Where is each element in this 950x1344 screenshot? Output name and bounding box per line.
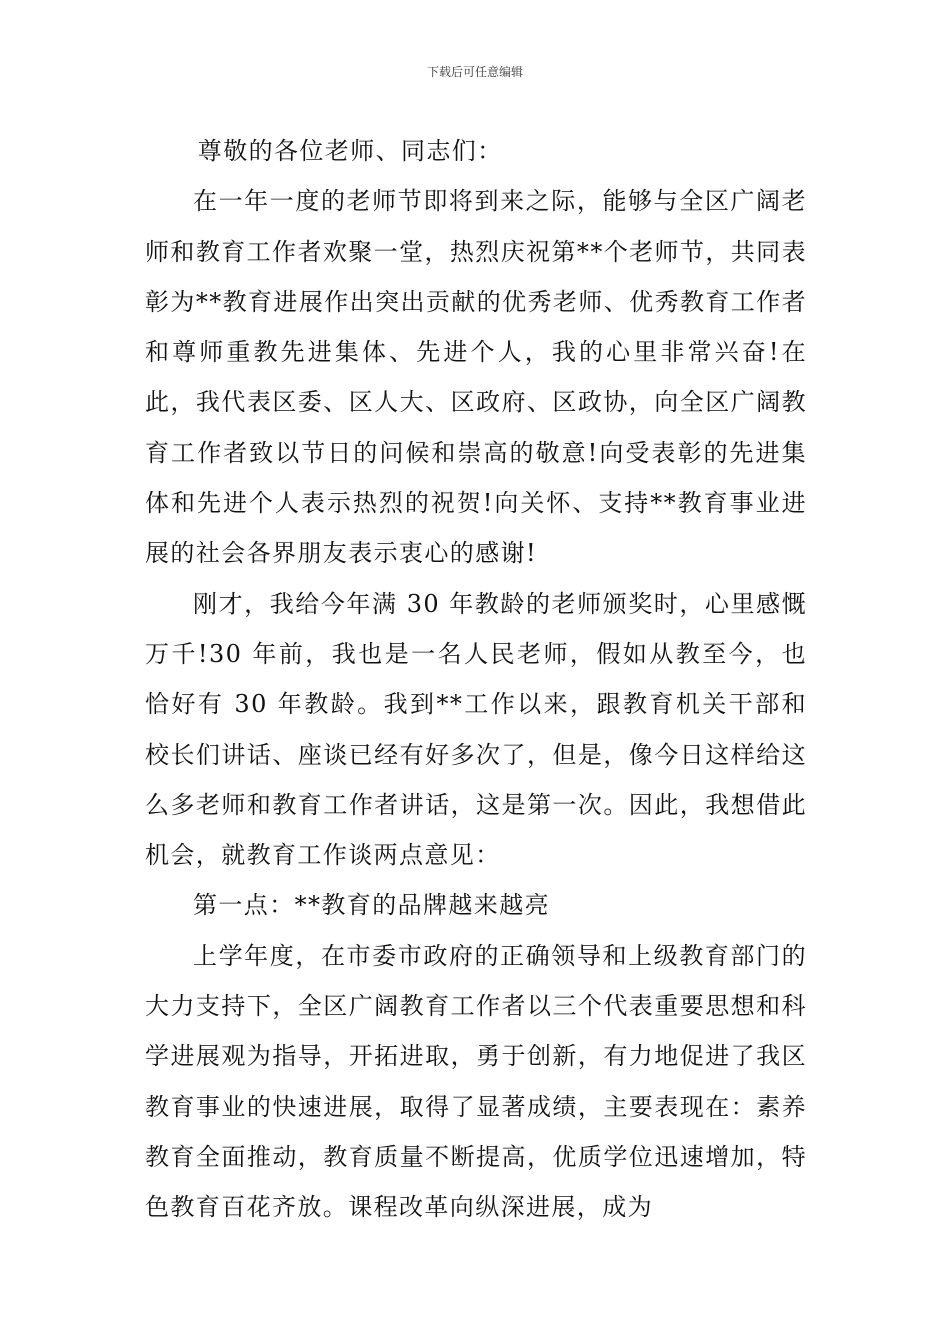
paragraph-achievements: 上学年度，在市委市政府的正确领导和上级教育部门的大力支持下，全区广阔教育工作者以三个代表重要思想和科学进展观为指导，开拓进取，勇于创新，有力地促进了我区教育事业的快速进展，取得了显著成绩，主要表现在：素养教育全面推动，教育质量不断提高，优质学位迅速增加，特色教育百花齐放。课程改革向纵深进展，成为 [145,941,807,1222]
paragraph-thirty-years: 刚才，我给今年满 30 年教龄的老师颁奖时，心里感慨万千!30 年前，我也是一名人民老师，假如从教至今，也恰好有 30 年教龄。我到**工作以来，跟教育机关干部和校长们讲话、座谈已经有好多次了，但是，像今日这样给这么多老师和教育工作者讲话，这是第一次。因此，我想借此机会，就教育工作谈两点意见： [145,589,807,870]
document-body [145,126,807,1233]
section-heading-first-point: 第一点：**教育的品牌越来越亮 [193,891,550,920]
greeting-line: 尊敬的各位老师、同志们： [197,137,503,165]
paragraph-opening: 在一年一度的老师节即将到来之际，能够与全区广阔老师和教育工作者欢聚一堂，热烈庆祝第**个老师节，共同表彰为**教育进展作出突出贡献的优秀老师、优秀教育工作者和尊师重教先进集体、先进个人，我的心里非常兴奋!在此，我代表区委、区人大、区政府、区政协，向全区广阔教育工作者致以节日的问候和崇高的敬意!向受表彰的先进集体和先进个人表示热烈的祝贺!向关怀、支持**教育事业进展的社会各界朋友表示衷心的感谢! [145,187,807,568]
page-header-note: 下载后可任意编辑 [426,65,523,79]
